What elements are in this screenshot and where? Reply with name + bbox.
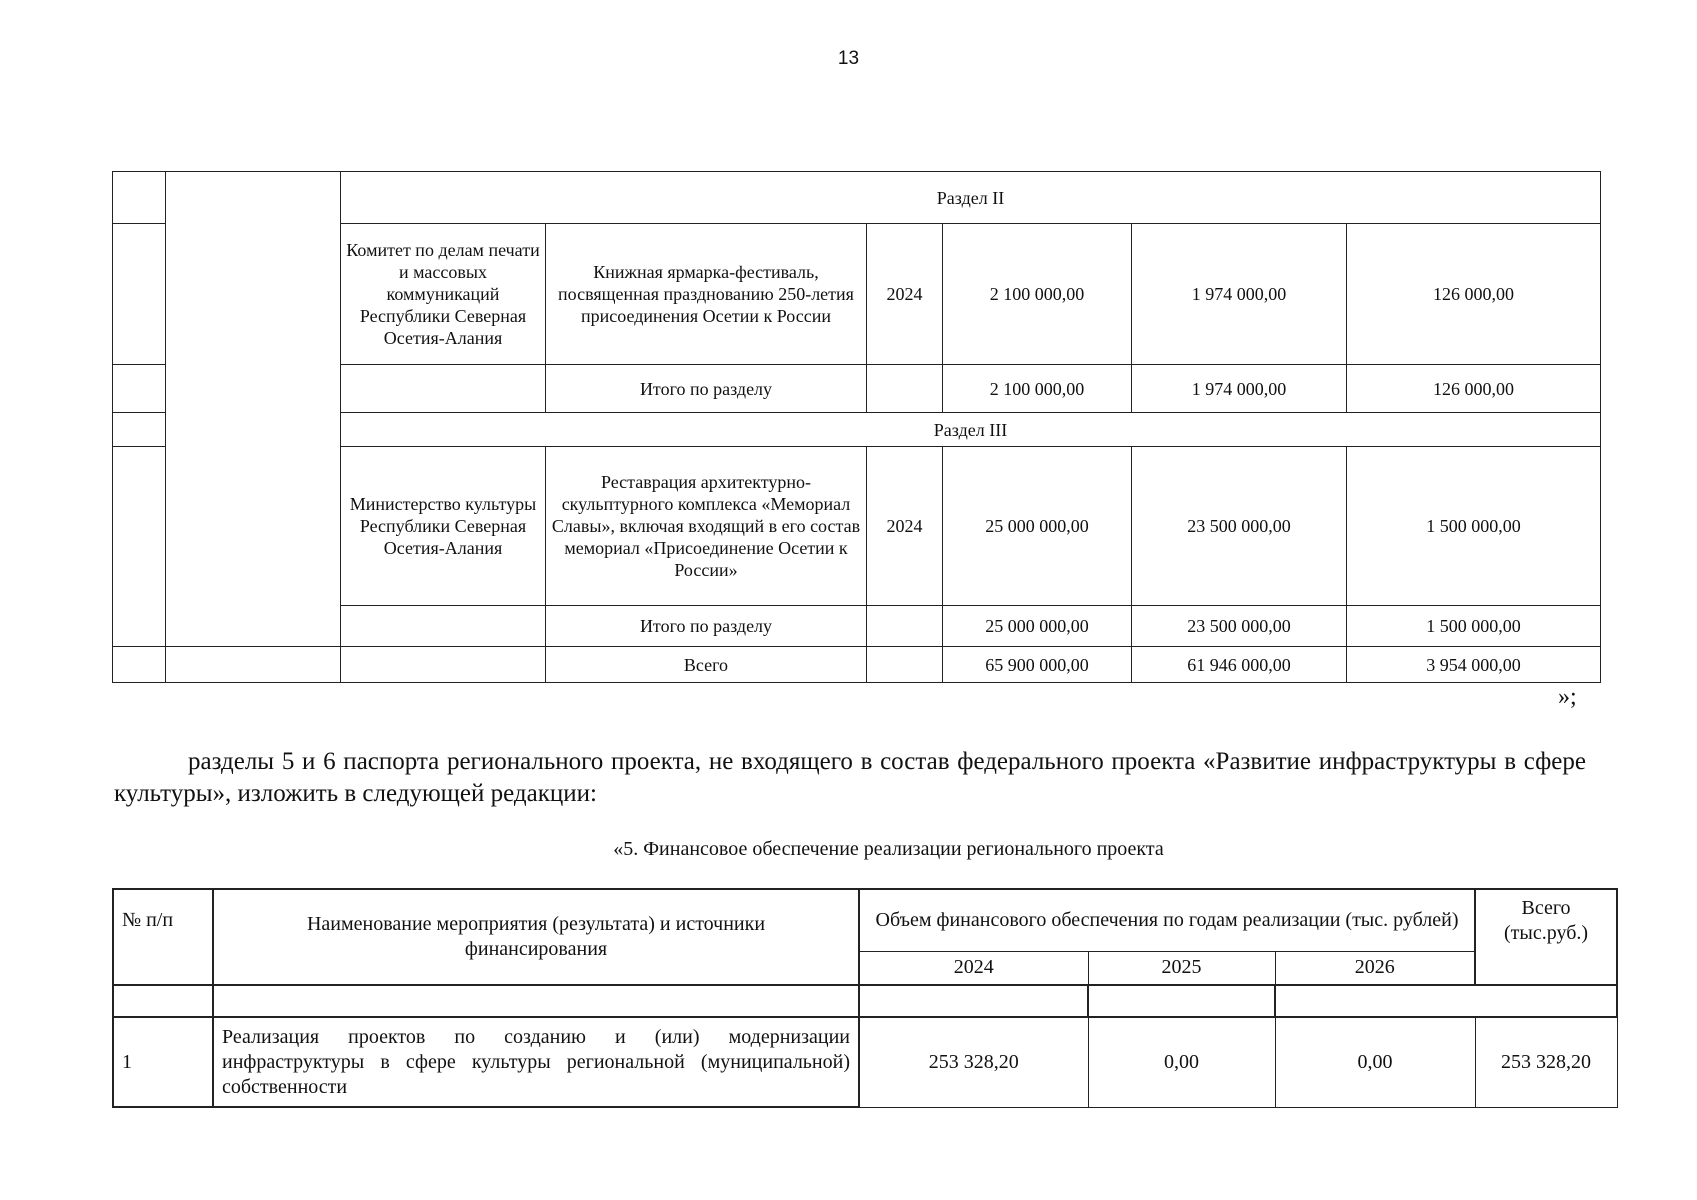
empty-cell [859, 985, 1088, 1017]
year-header-2024: 2024 [859, 951, 1088, 985]
number-cell [113, 413, 166, 447]
section2-title: Раздел II [341, 172, 1601, 224]
table-row [113, 1017, 1617, 1107]
empty-cell [166, 647, 341, 683]
row-number: 1 [113, 1017, 213, 1107]
events-table [112, 171, 1601, 683]
section3-title: Раздел III [341, 413, 1601, 447]
empty-cell [213, 985, 859, 1017]
empty-cell [341, 365, 546, 413]
total-cell: 2 100 000,00 [943, 224, 1132, 365]
volume-header: Объем финансового обеспечения по годам реализации (тыс. рублей) [859, 889, 1475, 951]
year-header-2025: 2025 [1088, 951, 1275, 985]
event-cell: Книжная ярмарка-фестиваль, посвященная празднованию 250-летия присоединения Осетии к России [546, 224, 867, 365]
page-number: 13 [837, 48, 860, 69]
number-cell [113, 224, 166, 365]
year-cell: 2024 [867, 447, 943, 606]
federal-cell: 61 946 000,00 [1132, 647, 1347, 683]
regional-cell: 126 000,00 [1347, 365, 1601, 413]
total-cell: 25 000 000,00 [943, 606, 1132, 647]
row-name: Реализация проектов по созданию и (или) модернизации инфраструктуры в сфере культуры региональной (муниципальной) собственности [213, 1017, 859, 1107]
subtotal-label: Итого по разделу [546, 606, 867, 647]
section5-heading: «5. Финансовое обеспечение реализации регионального проекта [613, 838, 1164, 860]
regional-cell: 126 000,00 [1347, 224, 1601, 365]
grand-total-label: Всего [546, 647, 867, 683]
empty-cell [867, 365, 943, 413]
header-row [113, 889, 1617, 951]
number-cell [113, 647, 166, 683]
total-cell: 2 100 000,00 [943, 365, 1132, 413]
number-cell [113, 172, 166, 224]
empty-cell [113, 985, 213, 1017]
federal-cell: 1 974 000,00 [1132, 224, 1347, 365]
event-cell: Реставрация архитектурно-скульптурного комплекса «Мемориал Славы», включая входящий в его состав мемориал «Присоединение Осетии к России» [546, 447, 867, 606]
year-cell: 2024 [867, 224, 943, 365]
executor-cell: Комитет по делам печати и массовых коммуникаций Республики Северная Осетия-Алания [341, 224, 546, 365]
row-2026: 0,00 [1275, 1017, 1475, 1107]
subtotal-label: Итого по разделу [546, 365, 867, 413]
row-total: 253 328,20 [1475, 1017, 1617, 1107]
federal-cell: 1 974 000,00 [1132, 365, 1347, 413]
name-header: Наименование мероприятия (результата) и источники финансирования [213, 889, 859, 985]
row-2024: 253 328,20 [859, 1017, 1088, 1107]
grand-total-row [113, 647, 1601, 683]
section2-row [113, 172, 1601, 224]
empty-cell [341, 606, 546, 647]
number-cell [113, 447, 166, 647]
empty-cell [341, 647, 546, 683]
empty-cell [867, 647, 943, 683]
number-header: № п/п [113, 889, 213, 985]
regional-cell: 1 500 000,00 [1347, 606, 1601, 647]
federal-cell: 23 500 000,00 [1132, 606, 1347, 647]
total-header: Всего (тыс.руб.) [1475, 889, 1617, 985]
number-cell [113, 365, 166, 413]
empty-cell [1088, 985, 1275, 1017]
empty-row [113, 985, 1617, 1017]
row-2025: 0,00 [1088, 1017, 1275, 1107]
regional-cell: 1 500 000,00 [1347, 447, 1601, 606]
financing-table [112, 888, 1618, 1108]
federal-cell: 23 500 000,00 [1132, 447, 1347, 606]
year-header-2026: 2026 [1275, 951, 1475, 985]
executor-cell: Министерство культуры Республики Северная Осетия-Алания [341, 447, 546, 606]
body-paragraph: разделы 5 и 6 паспорта регионального проекта, не входящего в состав федерального проекта «Развитие инфраструктуры в сфере культуры», изложить в следующей редакции: [114, 748, 1586, 807]
empty-cell [1275, 985, 1617, 1017]
total-cell: 65 900 000,00 [943, 647, 1132, 683]
empty-cell [867, 606, 943, 647]
total-cell: 25 000 000,00 [943, 447, 1132, 606]
merged-side-cell [166, 172, 341, 647]
closing-quote: »; [1558, 684, 1577, 710]
regional-cell: 3 954 000,00 [1347, 647, 1601, 683]
